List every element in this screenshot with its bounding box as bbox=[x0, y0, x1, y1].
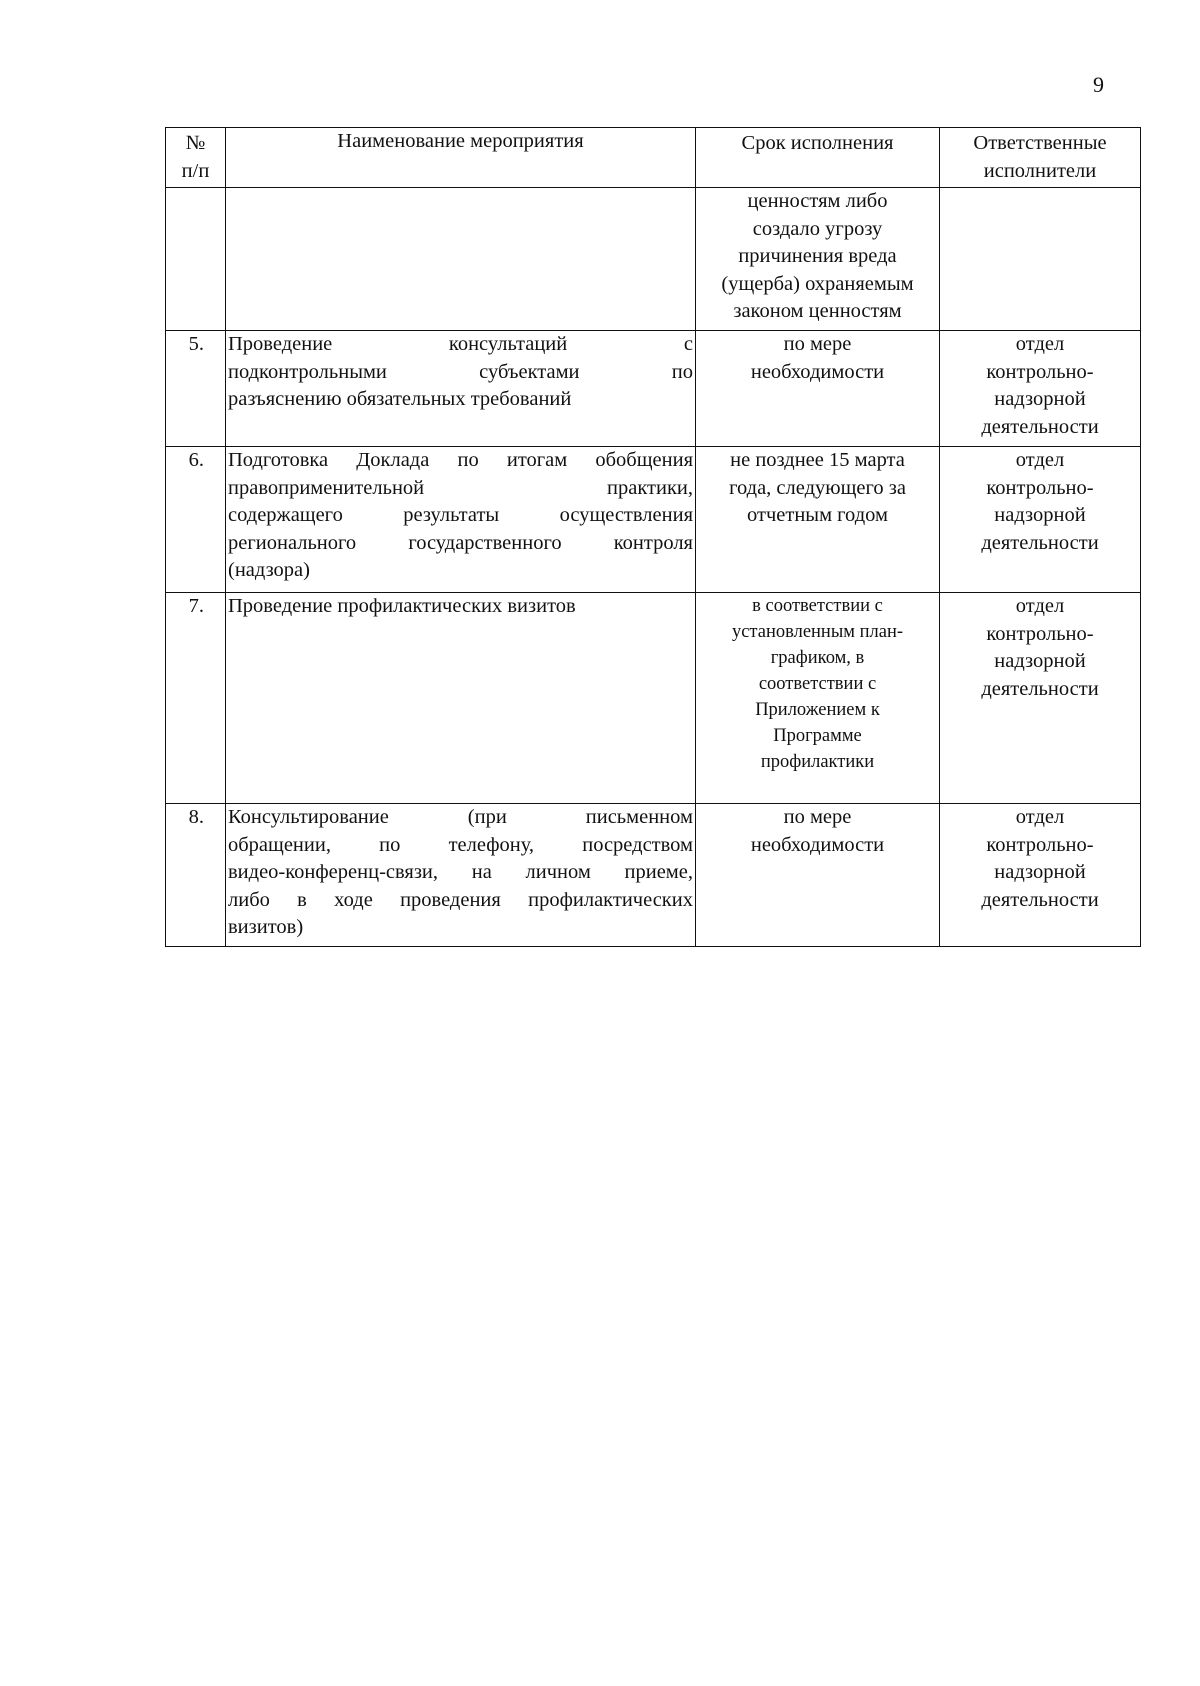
header-name: Наименование мероприятия bbox=[226, 128, 696, 188]
row-responsible-cell bbox=[940, 804, 1141, 947]
name-line: регионального государственного контроля bbox=[228, 531, 693, 554]
term-line: установленным план- bbox=[731, 622, 904, 642]
name-line: подконтрольными субъектами по bbox=[228, 360, 693, 383]
row-responsible-cell bbox=[940, 188, 1141, 331]
name-line: Проведение профилактических визитов bbox=[228, 595, 576, 617]
term-line: соответствии с bbox=[758, 674, 877, 694]
name-line: обращении, по телефону, посредством bbox=[228, 833, 693, 856]
responsible-line: надзорной bbox=[994, 650, 1086, 672]
row-num-cell: 5. bbox=[166, 331, 226, 447]
row-name-cell bbox=[226, 188, 696, 331]
term-line: Программе bbox=[773, 726, 862, 746]
name-line: Проведение консультаций с bbox=[228, 333, 693, 355]
table-row bbox=[166, 331, 1141, 447]
row-term-cell bbox=[696, 593, 940, 804]
name-line: разъяснению обязательных требований bbox=[228, 388, 572, 410]
row-term-cell bbox=[696, 804, 940, 947]
header-responsible-line: исполнители bbox=[983, 159, 1097, 182]
responsible-line: деятельности bbox=[981, 677, 1099, 700]
name-line: Подготовка Доклада по итогам обобщения bbox=[228, 449, 693, 471]
term-line: ценностям либо bbox=[747, 190, 888, 212]
term-line: причинения вреда bbox=[738, 245, 897, 267]
table-header-row bbox=[166, 128, 1141, 188]
row-responsible-cell bbox=[940, 593, 1141, 804]
header-responsible-line: Ответственные bbox=[973, 132, 1107, 154]
term-line: (ущерба) охраняемым bbox=[721, 272, 914, 295]
term-line: не позднее 15 марта bbox=[730, 449, 905, 471]
name-line: правоприменительной практики, bbox=[228, 476, 693, 499]
name-line: визитов) bbox=[228, 916, 304, 938]
name-line: Консультирование (при письменном bbox=[228, 806, 693, 828]
term-line: профилактики bbox=[760, 752, 875, 772]
row-name-cell bbox=[226, 331, 696, 447]
row-term-cell bbox=[696, 331, 940, 447]
header-num bbox=[166, 128, 226, 188]
row-name-cell bbox=[226, 804, 696, 947]
term-line: отчетным годом bbox=[747, 504, 888, 526]
term-line: необходимости bbox=[750, 360, 885, 383]
table-row bbox=[166, 804, 1141, 947]
name-line: содержащего результаты осуществления bbox=[228, 504, 693, 526]
responsible-line: надзорной bbox=[994, 861, 1086, 883]
term-line: графиком, в bbox=[770, 648, 865, 668]
responsible-line: отдел bbox=[1015, 806, 1065, 828]
header-num-line: № bbox=[185, 132, 206, 154]
term-line: года, следующего за bbox=[729, 476, 906, 499]
responsible-line: надзорной bbox=[994, 388, 1086, 410]
activities-table bbox=[165, 127, 1141, 947]
row-num-cell: 7. bbox=[166, 593, 226, 804]
responsible-line: контрольно- bbox=[986, 622, 1094, 645]
row-name-cell bbox=[226, 593, 696, 804]
responsible-line: отдел bbox=[1015, 449, 1065, 471]
header-num-line: п/п bbox=[181, 159, 210, 182]
term-line: законом ценностям bbox=[733, 300, 902, 322]
page-number: 9 bbox=[1093, 72, 1104, 97]
term-line: по мере bbox=[783, 806, 852, 828]
responsible-line: отдел bbox=[1015, 595, 1065, 617]
term-line: Приложением к bbox=[755, 700, 880, 720]
row-term-cell bbox=[696, 188, 940, 331]
responsible-line: отдел bbox=[1015, 333, 1065, 355]
responsible-line: контрольно- bbox=[986, 360, 1094, 383]
header-term: Срок исполнения bbox=[696, 128, 940, 188]
row-responsible-cell bbox=[940, 447, 1141, 593]
row-num-cell: 8. bbox=[166, 804, 226, 947]
name-line: (надзора) bbox=[228, 559, 310, 581]
term-line: необходимости bbox=[750, 833, 885, 856]
table-row bbox=[166, 593, 1141, 804]
responsible-line: деятельности bbox=[981, 888, 1099, 911]
responsible-line: деятельности bbox=[981, 531, 1099, 554]
name-line: либо в ходе проведения профилактических bbox=[228, 888, 693, 911]
name-line: видео-конференц-связи, на личном приеме, bbox=[228, 861, 693, 883]
row-num-cell bbox=[166, 188, 226, 331]
table-row bbox=[166, 188, 1141, 331]
header-responsible bbox=[940, 128, 1141, 188]
term-line: по мере bbox=[783, 333, 852, 355]
term-line: создало угрозу bbox=[752, 217, 883, 240]
row-num-cell: 6. bbox=[166, 447, 226, 593]
table-row bbox=[166, 447, 1141, 593]
row-name-cell bbox=[226, 447, 696, 593]
responsible-line: надзорной bbox=[994, 504, 1086, 526]
row-term-cell bbox=[696, 447, 940, 593]
responsible-line: контрольно- bbox=[986, 476, 1094, 499]
responsible-line: контрольно- bbox=[986, 833, 1094, 856]
term-line: в соответствии с bbox=[752, 596, 883, 616]
responsible-line: деятельности bbox=[981, 415, 1099, 438]
row-responsible-cell bbox=[940, 331, 1141, 447]
